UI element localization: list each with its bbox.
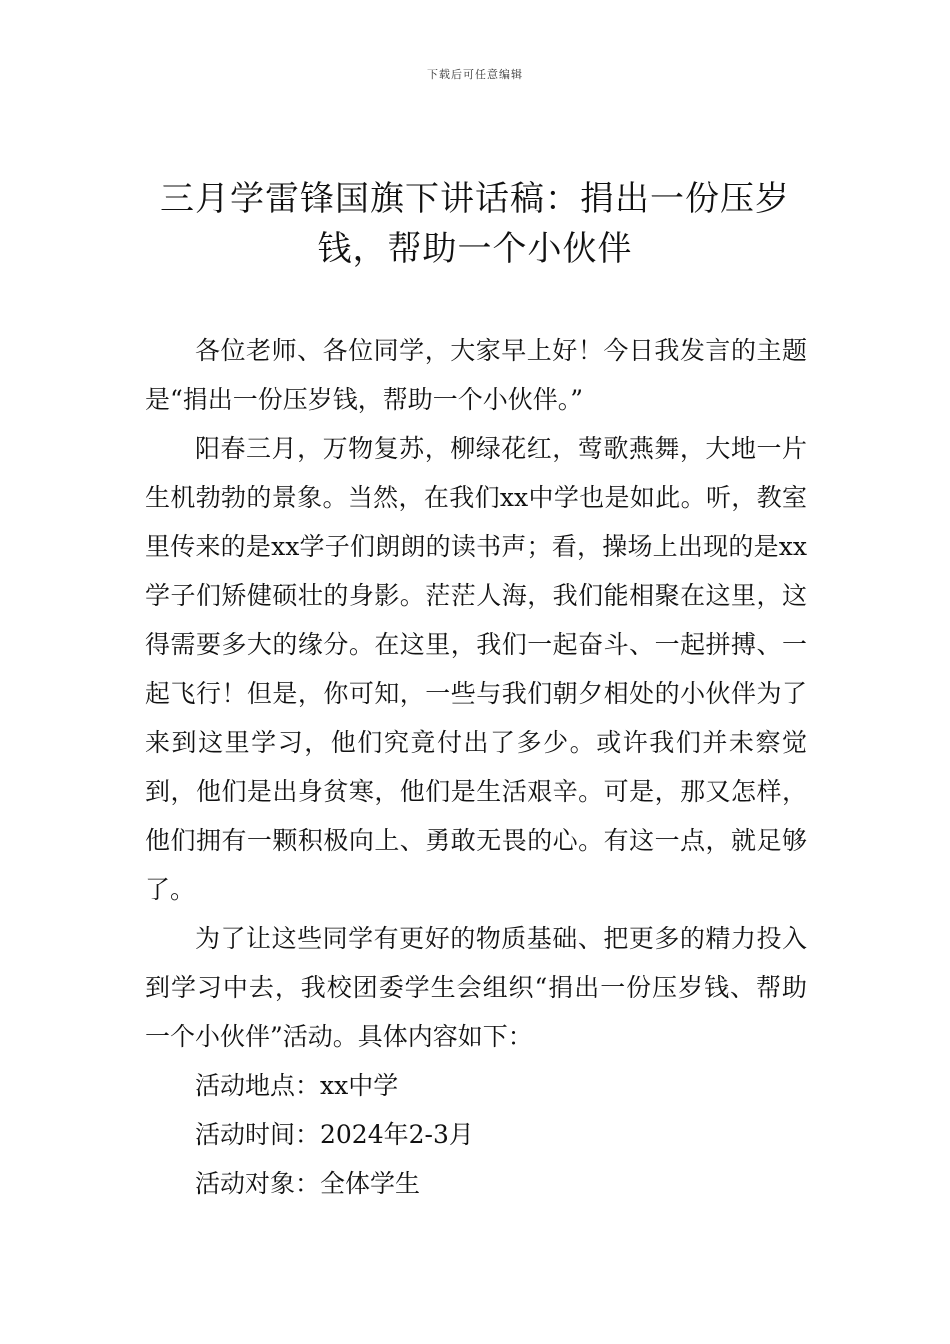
title-line-2: 钱，帮助一个小伙伴 bbox=[317, 229, 633, 269]
paragraph-greeting: 各位老师、各位同学，大家早上好！今日我发言的主题是“捐出一份压岁钱，帮助一个小伙伴。” bbox=[145, 336, 807, 414]
document-title bbox=[150, 174, 800, 274]
document-body bbox=[145, 326, 807, 1208]
paragraph-activity-intro: 为了让这些同学有更好的物质基础、把更多的精力投入到学习中去，我校团委学生会组织“捐出一份压岁钱、帮助一个小伙伴”活动。具体内容如下： bbox=[145, 924, 807, 1051]
activity-location: 活动地点：xx中学 bbox=[195, 1071, 399, 1100]
activity-time: 活动时间：2024年2-3月 bbox=[195, 1120, 474, 1149]
header-note: 下载后可任意编辑 bbox=[427, 68, 523, 81]
activity-target: 活动对象：全体学生 bbox=[195, 1169, 421, 1198]
title-line-1: 三月学雷锋国旗下讲话稿：捐出一份压岁 bbox=[160, 179, 790, 219]
paragraph-spring: 阳春三月，万物复苏，柳绿花红，莺歌燕舞，大地一片生机勃勃的景象。当然，在我们xx中学也是如此。听，教室里传来的是xx学子们朗朗的读书声；看，操场上出现的是xx学子们矫健硕壮的身影。茫茫人海，我们能相聚在这里，这得需要多大的缘分。在这里，我们一起奋斗、一起拼搏、一起飞行！但是，你可知，一些与我们朝夕相处的小伙伴为了来到这里学习，他们究竟付出了多少。或许我们并未察觉到，他们是出身贫寒，他们是生活艰辛。可是，那又怎样，他们拥有一颗积极向上、勇敢无畏的心。有这一点，就足够了。 bbox=[145, 434, 807, 904]
